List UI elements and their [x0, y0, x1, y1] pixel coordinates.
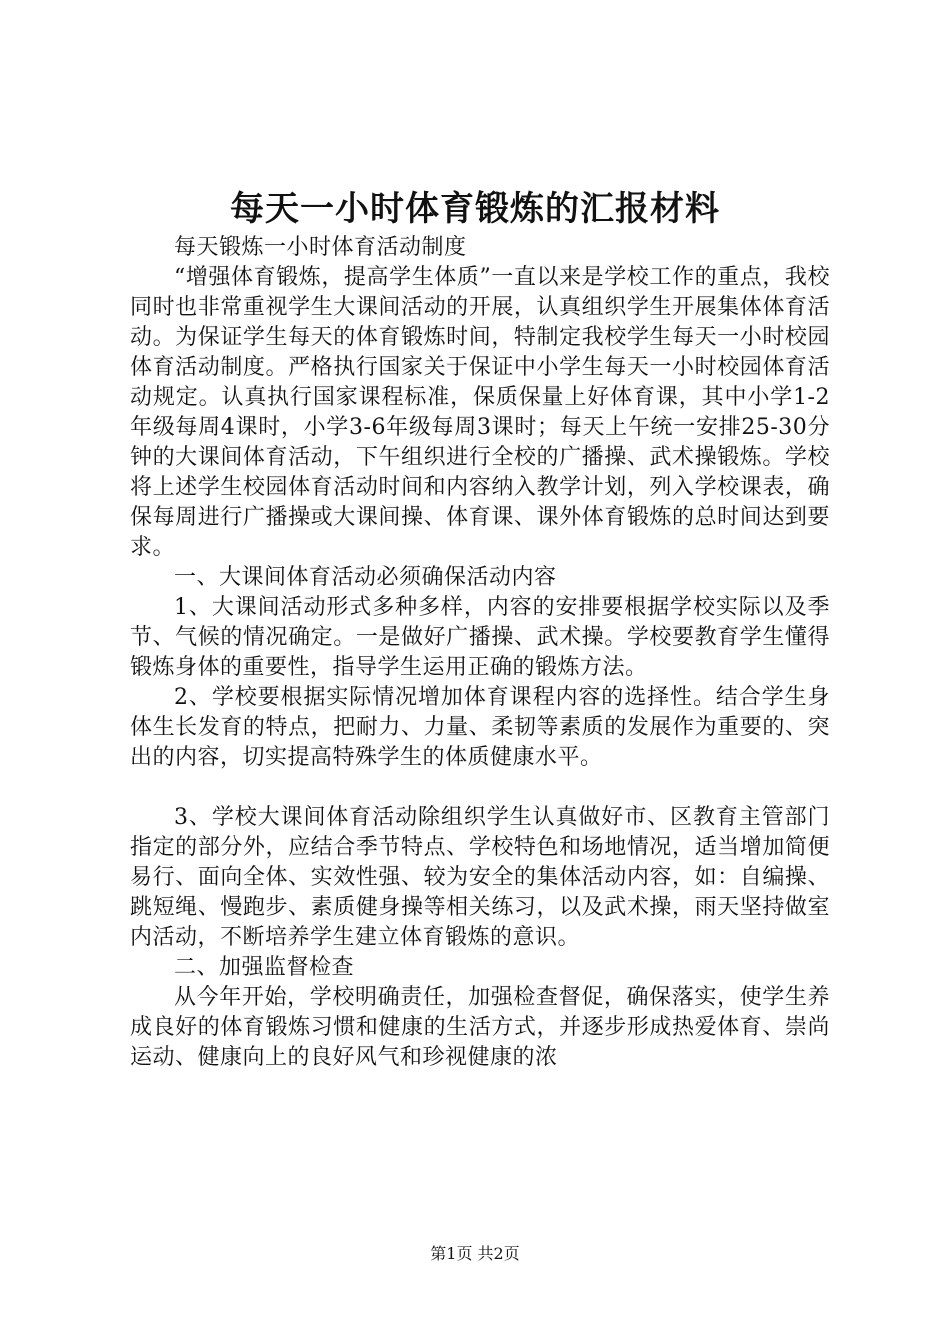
- paragraph-item-1: 1、大课间活动形式多种多样，内容的安排要根据学校实际以及季节、气候的情况确定。一是做好广播操、武术操。学校要教育学生懂得锻炼身体的重要性，指导学生运用正确的锻炼方法。: [130, 595, 830, 680]
- paragraph-supervision: 从今年开始，学校明确责任，加强检查督促，确保落实，使学生养成良好的体育锻炼习惯和健康的生活方式，并逐步形成热爱体育、崇尚运动、健康向上的良好风气和珍视健康的浓: [130, 985, 830, 1070]
- paragraph-item-3: 3、学校大课间体育活动除组织学生认真做好市、区教育主管部门指定的部分外，应结合季节特点、学校特色和场地情况，适当增加简便易行、面向全体、实效性强、较为安全的集体活动内容，如：自编操、跳短绳、慢跑步、素质健身操等相关练习，以及武术操，雨天坚持做室内活动，不断培养学生建立体育锻炼的意识。: [130, 805, 830, 950]
- section-heading-1: 一、大课间体育活动必须确保活动内容: [174, 565, 557, 590]
- page-number-footer: 第1页 共2页: [430, 1244, 520, 1263]
- paragraph-subtitle: 每天锻炼一小时体育活动制度: [174, 235, 467, 260]
- document-body: [130, 233, 830, 1073]
- paragraph-intro: “增强体育锻炼，提高学生体质”一直以来是学校工作的重点，我校同时也非常重视学生大课间活动的开展，认真组织学生开展集体体育活动。为保证学生每天的体育锻炼时间，特制定我校学生每天一小时校园体育活动制度。严格执行国家关于保证中小学生每天一小时校园体育活动规定。认真执行国家课程标准，保质保量上好体育课，其中小学1-2年级每周4课时，小学3-6年级每周3课时；每天上午统一安排25-30分钟的大课间体育活动，下午组织进行全校的广播操、武术操锻炼。学校将上述学生校园体育活动时间和内容纳入教学计划，列入学校课表，确保每周进行广播操或大课间操、体育课、课外体育锻炼的总时间达到要求。: [130, 265, 830, 560]
- section-heading-2: 二、加强监督检查: [174, 955, 355, 980]
- document-title: 每天一小时体育锻炼的汇报材料: [230, 189, 720, 229]
- paragraph-item-2: 2、学校要根据实际情况增加体育课程内容的选择性。结合学生身体生长发育的特点，把耐力、力量、柔韧等素质的发展作为重要的、突出的内容，切实提高特殊学生的体质健康水平。: [130, 685, 830, 770]
